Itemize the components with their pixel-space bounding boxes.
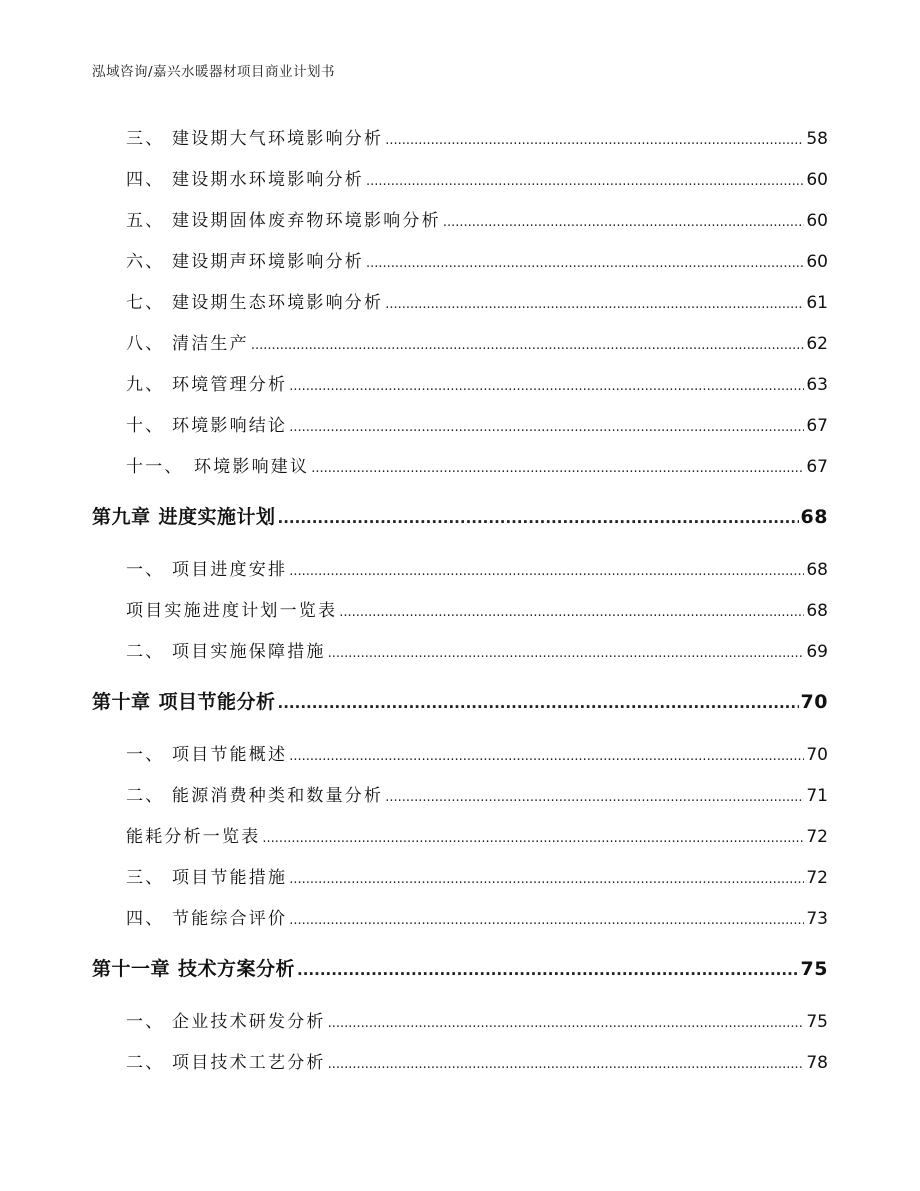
toc-entry-label	[126, 124, 383, 149]
toc-chapter-number: 第九章	[92, 506, 151, 528]
toc-entry-page: 63	[806, 375, 828, 395]
toc-entry[interactable]	[126, 411, 828, 436]
toc-entry-number: 十、	[126, 416, 165, 436]
toc-entry[interactable]	[126, 863, 828, 888]
toc-entry-label	[126, 740, 287, 765]
page-header: 泓域咨询/嘉兴水暖器材项目商业计划书	[92, 64, 336, 80]
toc-entry[interactable]	[126, 329, 828, 354]
dot-leader	[385, 790, 804, 805]
toc-entry-label	[126, 637, 326, 662]
dot-leader	[289, 913, 804, 928]
toc-entry[interactable]	[126, 124, 828, 149]
toc-entry-number: 十一、	[126, 457, 184, 477]
toc-entry-number: 七、	[126, 293, 165, 313]
toc-entry-label	[126, 206, 441, 231]
toc-entry-number: 三、	[126, 129, 165, 149]
toc-entry-number: 一、	[126, 1012, 165, 1032]
toc-entry-page: 60	[806, 252, 828, 272]
toc-entry-label	[126, 288, 383, 313]
toc-entry-page: 69	[806, 642, 828, 662]
toc-entry-number: 二、	[126, 786, 165, 806]
toc-entry-number: 六、	[126, 252, 165, 272]
toc-entry-page: 75	[806, 1012, 828, 1032]
dot-leader	[366, 174, 804, 189]
toc-entry-title: 环境影响结论	[172, 416, 288, 436]
toc-chapter-title: 进度实施计划	[158, 506, 276, 528]
toc-entry[interactable]	[126, 370, 828, 395]
toc-chapter-title: 项目节能分析	[158, 691, 276, 713]
toc-entry[interactable]	[126, 288, 828, 313]
dot-leader	[251, 338, 805, 353]
toc-entry-title: 环境影响建议	[194, 457, 310, 477]
dot-leader	[328, 1057, 805, 1072]
toc-chapter-number: 第十章	[92, 691, 151, 713]
dot-leader	[289, 420, 804, 435]
dot-leader	[385, 133, 804, 148]
dot-leader	[366, 256, 804, 271]
toc-chapter-label	[92, 954, 295, 981]
toc-entry-label	[126, 1007, 326, 1032]
toc-entry[interactable]	[126, 452, 828, 477]
toc-entry-title: 建设期水环境影响分析	[172, 170, 364, 190]
toc-entry-page: 60	[806, 211, 828, 231]
toc-entry-page: 61	[806, 293, 828, 313]
toc-entry-title: 清洁生产	[172, 334, 249, 354]
toc-entry-number: 九、	[126, 375, 165, 395]
toc-chapter-label	[92, 502, 276, 529]
toc-entry-label	[126, 411, 287, 436]
toc-entry-number: 三、	[126, 868, 165, 888]
toc-entry[interactable]	[126, 206, 828, 231]
toc-entry-label	[126, 781, 383, 806]
dot-leader	[443, 215, 805, 230]
toc-entry[interactable]	[126, 247, 828, 272]
toc-entry[interactable]	[126, 740, 828, 765]
toc-entry[interactable]	[126, 637, 828, 662]
toc-entry-page: 60	[806, 170, 828, 190]
toc-entry-number: 一、	[126, 745, 165, 765]
toc-entry-label	[126, 247, 364, 272]
toc-entry-page: 78	[806, 1053, 828, 1073]
toc-chapter[interactable]	[92, 687, 828, 714]
toc-entry-title: 能耗分析一览表	[126, 827, 261, 847]
dot-leader	[339, 605, 804, 620]
toc-entry-number: 二、	[126, 642, 165, 662]
dot-leader	[311, 461, 804, 476]
toc-entry-title: 环境管理分析	[172, 375, 288, 395]
toc-entry-label	[126, 452, 309, 477]
toc-entry-number: 一、	[126, 560, 165, 580]
toc-chapter-page: 70	[800, 691, 828, 713]
toc-entry-label	[126, 822, 260, 847]
toc-entry-label	[126, 329, 249, 354]
dot-leader	[278, 694, 799, 712]
toc-entry-page: 70	[806, 745, 828, 765]
dot-leader	[328, 646, 805, 661]
toc-entry-page: 67	[806, 457, 828, 477]
toc-entry-title: 能源消费种类和数量分析	[172, 786, 384, 806]
toc-entry-title: 项目进度安排	[172, 560, 288, 580]
toc-chapter[interactable]	[92, 954, 828, 981]
toc-entry[interactable]	[126, 165, 828, 190]
toc-entry-label	[126, 555, 287, 580]
toc-chapter-title: 技术方案分析	[178, 958, 296, 980]
toc-entry-label	[126, 165, 364, 190]
toc-entry-label	[126, 904, 287, 929]
toc-entry[interactable]	[126, 555, 828, 580]
toc-entry-page: 72	[806, 868, 828, 888]
toc-entry-title: 建设期固体废弃物环境影响分析	[172, 211, 441, 231]
dot-leader	[297, 961, 799, 979]
toc-chapter[interactable]	[92, 502, 828, 529]
toc-entry-page: 67	[806, 416, 828, 436]
toc-entry-page: 71	[806, 786, 828, 806]
toc-entry-label	[126, 596, 337, 621]
toc-entry[interactable]	[126, 904, 828, 929]
toc-chapter-number: 第十一章	[92, 958, 171, 980]
toc-chapter-page: 75	[800, 958, 828, 980]
toc-entry-title: 项目实施进度计划一览表	[126, 601, 338, 621]
dot-leader	[289, 749, 804, 764]
toc-entry-title: 建设期大气环境影响分析	[172, 129, 384, 149]
dot-leader	[278, 509, 799, 527]
toc-chapter-page: 68	[800, 506, 828, 528]
dot-leader	[385, 297, 804, 312]
toc-entry-number: 二、	[126, 1053, 165, 1073]
dot-leader	[328, 1016, 805, 1031]
toc-entry-title: 项目节能措施	[172, 868, 288, 888]
toc-entry-number: 八、	[126, 334, 165, 354]
toc-entry[interactable]	[126, 822, 828, 847]
dot-leader	[262, 831, 804, 846]
toc-entry-title: 企业技术研发分析	[172, 1012, 326, 1032]
toc-entry-page: 58	[806, 129, 828, 149]
toc-entry-page: 62	[806, 334, 828, 354]
toc-entry[interactable]	[126, 781, 828, 806]
toc-chapter-label	[92, 687, 276, 714]
toc-entry[interactable]	[126, 1048, 828, 1073]
dot-leader	[289, 872, 804, 887]
dot-leader	[289, 379, 804, 394]
toc-entry-label	[126, 1048, 326, 1073]
toc-entry-title: 节能综合评价	[172, 909, 288, 929]
toc-entry-page: 68	[806, 601, 828, 621]
toc-entry-title: 建设期声环境影响分析	[172, 252, 364, 272]
toc-entry-title: 建设期生态环境影响分析	[172, 293, 384, 313]
toc-entry-label	[126, 863, 287, 888]
toc-entry[interactable]	[126, 1007, 828, 1032]
toc-entry-title: 项目节能概述	[172, 745, 288, 765]
toc-entry-number: 四、	[126, 909, 165, 929]
toc-entry-page: 73	[806, 909, 828, 929]
dot-leader	[289, 564, 804, 579]
toc-entry-number: 四、	[126, 170, 165, 190]
toc-entry-title: 项目技术工艺分析	[172, 1053, 326, 1073]
toc-entry[interactable]	[126, 596, 828, 621]
toc-entry-label	[126, 370, 287, 395]
toc-entry-page: 72	[806, 827, 828, 847]
toc-entry-number: 五、	[126, 211, 165, 231]
toc-entry-title: 项目实施保障措施	[172, 642, 326, 662]
toc-entry-page: 68	[806, 560, 828, 580]
